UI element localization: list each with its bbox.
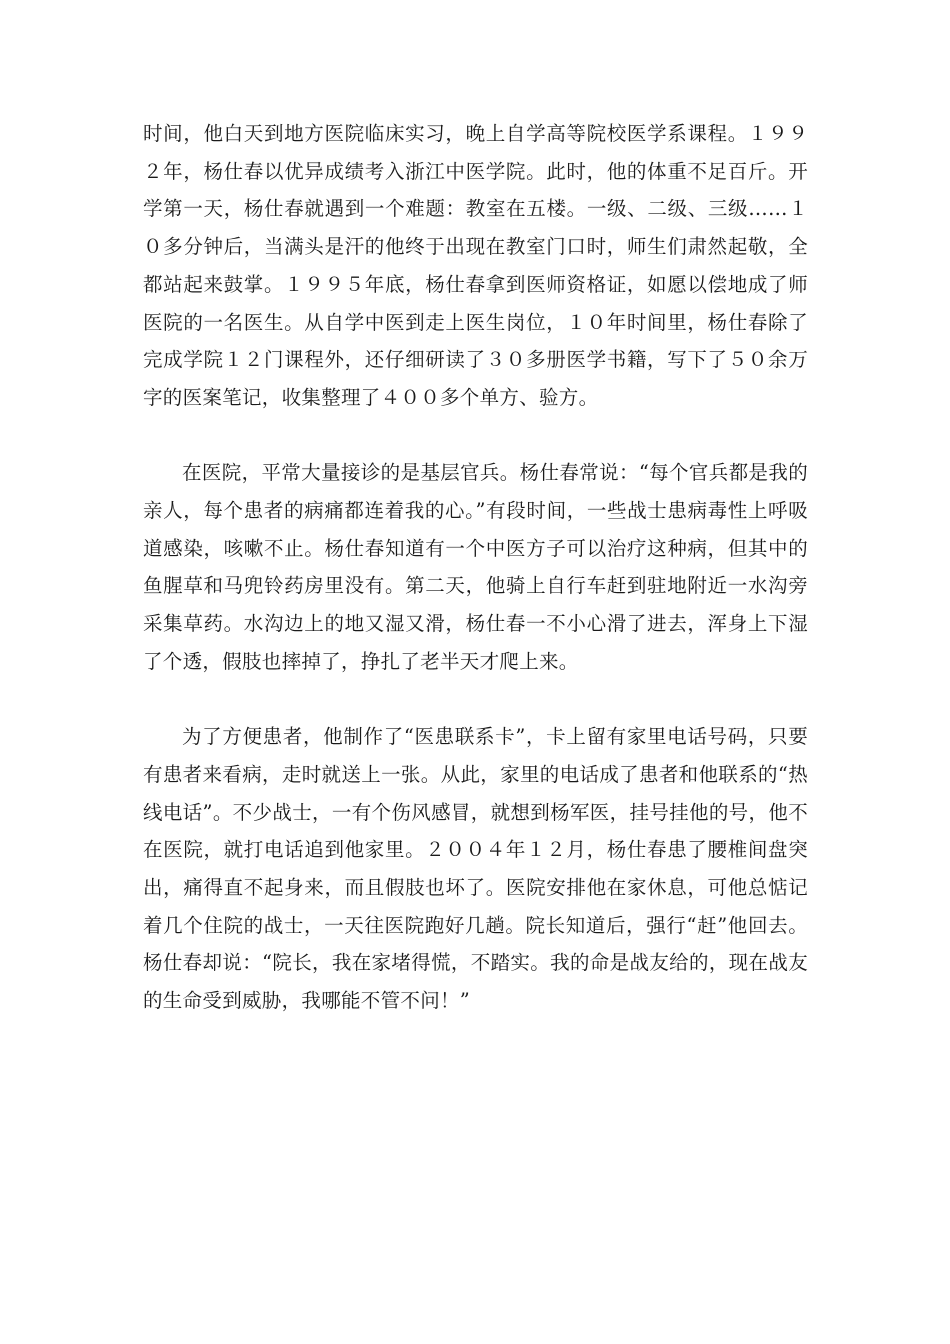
paragraph-2: 在医院，平常大量接诊的是基层官兵。杨仕春常说：“每个官兵都是我的亲人，每个患者的病痛都连着我的心。”有段时间，一些战士患病毒性上呼吸道感染，咳嗽不止。杨仕春知道有一个中医方子可以治疗这种病，但其中的鱼腥草和马兜铃药房里没有。第二天，他骑上自行车赶到驻地附近一水沟旁采集草药。水沟边上的地又湿又滑，杨仕春一不小心滑了进去，浑身上下湿了个透，假肢也摔掉了，挣扎了老半天才爬上来。 — [143, 461, 808, 673]
paragraph-3: 为了方便患者，他制作了“医患联系卡”，卡上留有家里电话号码，只要有患者来看病，走时就送上一张。从此，家里的电话成了患者和他联系的“热线电话”。不少战士，一有个伤风感冒，就想到杨军医，挂号挂他的号，他不在医院，就打电话追到他家里。２００４年１２月，杨仕春患了腰椎间盘突出，痛得直不起身来，而且假肢也坏了。医院安排他在家休息，可他总惦记着几个住院的战士，一天往医院跑好几趟。院长知道后，强行“赶”他回去。杨仕春却说：“院长，我在家堵得慌，不踏实。我的命是战友给的，现在战友的生命受到威胁，我哪能不管不问！” — [143, 725, 808, 1013]
article-body — [143, 115, 808, 1020]
paragraph-1: 时间，他白天到地方医院临床实习，晚上自学高等院校医学系课程。１９９２年，杨仕春以优异成绩考入浙江中医学院。此时，他的体重不足百斤。开学第一天，杨仕春就遇到一个难题：教室在五楼。一级、二级、三级……１０多分钟后，当满头是汗的他终于出现在教室门口时，师生们肃然起敬，全都站起来鼓掌。１９９５年底，杨仕春拿到医师资格证，如愿以偿地成了师医院的一名医生。从自学中医到走上医生岗位，１０年时间里，杨仕春除了完成学院１２门课程外，还仔细研读了３０多册医学书籍，写下了５０余万字的医案笔记，收集整理了４００多个单方、验方。 — [143, 122, 808, 409]
